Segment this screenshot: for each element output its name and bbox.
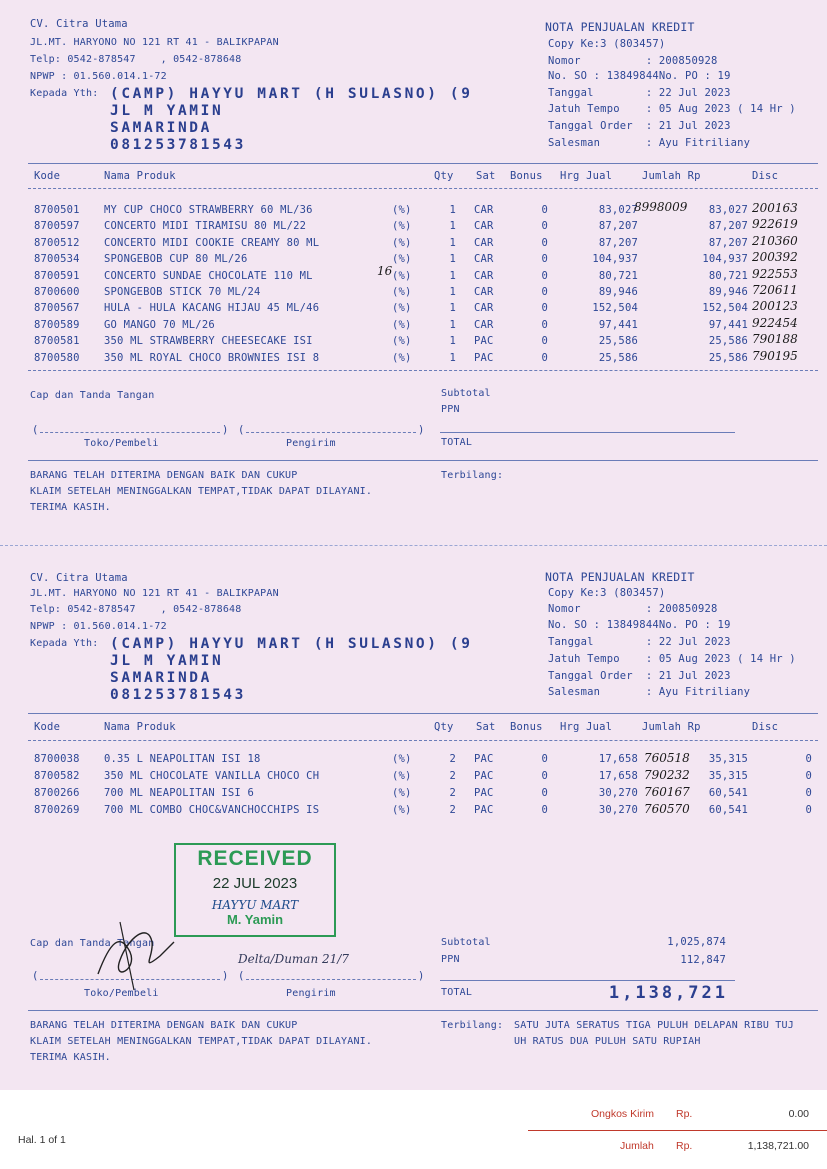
- item-bonus: 0: [541, 302, 548, 315]
- toko-label: Toko/Pembeli: [84, 438, 159, 449]
- item-code: 8700501: [34, 204, 80, 216]
- item-disc: 0: [805, 753, 812, 765]
- handwritten-code: 760518: [644, 751, 690, 765]
- doc-title-2: NOTA PENJUALAN KREDIT: [545, 570, 695, 584]
- item-amount: 89,946: [708, 286, 748, 298]
- col-hrg-2: Hrg Jual: [560, 721, 613, 733]
- paren-right-2: ): [418, 424, 425, 436]
- col-jumlah: Jumlah Rp: [642, 170, 701, 182]
- item-pct: (%): [392, 302, 412, 315]
- item-code: 8700038: [34, 753, 80, 765]
- item-bonus: 0: [541, 220, 548, 233]
- table-row: [28, 217, 818, 236]
- item-amount: 97,441: [708, 318, 748, 331]
- ppn-label: PPN: [441, 404, 460, 415]
- jatuh-tempo-2: Jatuh Tempo : 05 Aug 2023 ( 14 Hr ): [548, 653, 796, 665]
- ppn-label-2: PPN: [441, 954, 460, 965]
- item-price: 25,586: [598, 351, 638, 364]
- item-pct: (%): [392, 770, 412, 782]
- company-address: JL.MT. HARYONO NO 121 RT 41 - BALIKPAPAN: [30, 37, 279, 48]
- item-amount: 60,541: [708, 787, 748, 799]
- handwritten-code: 760570: [644, 802, 690, 816]
- item-pct: (%): [392, 804, 412, 816]
- subtotal-value: 1,025,874: [667, 936, 726, 948]
- stamp-name: M. Yamin: [226, 912, 284, 927]
- handwritten-code: 200123: [752, 299, 798, 314]
- item-price: 87,207: [598, 236, 638, 249]
- item-amount: 87,207: [708, 220, 748, 233]
- cap-label-2: Cap dan Tanda Tangan: [30, 938, 155, 949]
- tanggal-order-2: Tanggal Order : 21 Jul 2023: [548, 670, 731, 682]
- so-po-2: No. SO : 13849844No. PO : 19: [548, 619, 731, 631]
- item-qty: 2: [449, 787, 456, 799]
- so-po: No. SO : 13849844No. PO : 19: [548, 70, 731, 82]
- item-name: 350 ML ROYAL CHOCO BROWNIES ISI 8: [104, 351, 320, 364]
- item-pct: (%): [392, 253, 412, 266]
- table-row: [28, 753, 818, 769]
- item-name: CONCERTO SUNDAE CHOCOLATE 110 ML: [104, 269, 313, 282]
- item-pct: (%): [392, 269, 412, 282]
- company-npwp: NPWP : 01.560.014.1-72: [30, 71, 167, 82]
- item-pct: (%): [392, 236, 412, 249]
- footer2-line-3: TERIMA KASIH.: [30, 1052, 111, 1063]
- col-sat: Sat: [476, 170, 496, 182]
- item-qty: 1: [449, 220, 456, 233]
- kepada-label-2: Kepada Yth:: [30, 638, 99, 649]
- item-qty: 1: [449, 286, 456, 298]
- footer-line-3: TERIMA KASIH.: [30, 502, 111, 513]
- item-unit: PAC: [474, 770, 494, 782]
- jumlah-label: Jumlah: [620, 1140, 654, 1152]
- page-fold-line: [0, 545, 827, 547]
- footer-line-1: BARANG TELAH DITERIMA DENGAN BAIK DAN CUKUP: [30, 470, 298, 481]
- item-bonus: 0: [541, 351, 548, 364]
- total-label: TOTAL: [441, 437, 473, 448]
- customer2-line-4: 081253781543: [110, 687, 246, 703]
- item-bonus: 0: [541, 318, 548, 331]
- customer2-line-2: JL M YAMIN: [110, 653, 224, 669]
- nomor-2: Nomor : 200850928: [548, 603, 718, 615]
- copy-no: Copy Ke:3 (803457): [548, 38, 666, 50]
- item-price: 83,027: [598, 204, 638, 216]
- table-row: [28, 200, 818, 220]
- handwritten-code: 760167: [644, 785, 690, 799]
- handwritten-code: 790232: [644, 768, 690, 782]
- item-bonus: 0: [541, 804, 548, 816]
- col-qty-2: Qty: [434, 721, 454, 733]
- item-qty: 1: [449, 318, 456, 331]
- item-code: 8700582: [34, 770, 80, 782]
- item-pct: (%): [392, 351, 412, 364]
- subtotal-label-2: Subtotal: [441, 937, 491, 948]
- item-price: 25,586: [598, 335, 638, 348]
- item-name: SPONGEBOB CUP 80 ML/26: [104, 253, 248, 266]
- item-qty: 1: [449, 269, 456, 282]
- company-name-2: CV. Citra Utama: [30, 572, 128, 584]
- col-disc: Disc: [752, 170, 779, 182]
- item-bonus: 0: [541, 253, 548, 266]
- col-bonus: Bonus: [510, 170, 543, 182]
- customer-line-3: SAMARINDA: [110, 120, 212, 136]
- item-unit: PAC: [474, 351, 494, 364]
- item-qty: 1: [449, 253, 456, 266]
- handwritten-note: Delta/Duman 21/7: [238, 952, 349, 966]
- ongkos-label: Ongkos Kirim: [591, 1108, 655, 1120]
- item-qty: 1: [449, 204, 456, 216]
- item-pct: (%): [392, 286, 412, 298]
- tanggal-2: Tanggal : 22 Jul 2023: [548, 636, 731, 648]
- handwritten-code: 210360: [752, 233, 798, 248]
- paren-left-2: (: [238, 424, 245, 436]
- item-code: 8700581: [34, 335, 80, 348]
- total-label-2: TOTAL: [441, 987, 473, 998]
- item-amount: 35,315: [708, 770, 748, 782]
- item-amount: 80,721: [708, 269, 748, 282]
- item-amount: 60,541: [708, 804, 748, 816]
- item-pct: (%): [392, 318, 412, 331]
- stamp-store: HAYYU MART: [211, 898, 299, 912]
- pengirim-label: Pengirim: [286, 438, 336, 449]
- bottom-summary-strip: [0, 1090, 827, 1169]
- item-code: 8700580: [34, 351, 80, 364]
- item-pct: (%): [392, 753, 412, 765]
- customer-line-4: 081253781543: [110, 137, 246, 153]
- company-phone-2: Telp: 0542-878547 , 0542-878648: [30, 604, 242, 615]
- item-code: 8700534: [34, 253, 80, 266]
- table-row: [28, 250, 818, 269]
- company-npwp-2: NPWP : 01.560.014.1-72: [30, 621, 167, 632]
- table-row: [28, 770, 818, 786]
- item-bonus: 0: [541, 286, 548, 298]
- item-pct: (%): [392, 220, 412, 233]
- handwritten-code-extra: 8998009: [634, 200, 688, 214]
- item-code: 8700597: [34, 220, 80, 233]
- signature: [90, 912, 180, 992]
- kepada-label: Kepada Yth:: [30, 88, 99, 99]
- received-stamp: [174, 843, 336, 937]
- item-pct: (%): [392, 204, 412, 216]
- item-amount: 25,586: [708, 351, 748, 364]
- table-row: [28, 348, 818, 368]
- item-name: HULA - HULA KACANG HIJAU 45 ML/46: [104, 302, 320, 315]
- table-row: [28, 299, 818, 318]
- item-qty: 2: [449, 753, 456, 765]
- item-code: 8700591: [34, 269, 80, 282]
- item-price: 89,946: [598, 286, 638, 298]
- item-price: 87,207: [598, 220, 638, 233]
- handwritten-code: 200163: [752, 201, 798, 215]
- tanggal-order: Tanggal Order : 21 Jul 2023: [548, 120, 731, 132]
- col-disc-2: Disc: [752, 721, 779, 733]
- paren-right-4: ): [418, 970, 425, 982]
- table-row: [28, 787, 818, 803]
- terbilang-line-1: SATU JUTA SERATUS TIGA PULUH DELAPAN RIBU TUJ: [514, 1020, 794, 1031]
- handwritten-code: 790195: [752, 348, 798, 363]
- item-amount: 35,315: [708, 753, 748, 765]
- item-price: 152,504: [592, 302, 638, 315]
- terbilang-label-2: Terbilang:: [441, 1020, 504, 1031]
- table-row: [28, 266, 818, 286]
- item-name: SPONGEBOB STICK 70 ML/24: [104, 286, 261, 298]
- cap-label: Cap dan Tanda Tangan: [30, 390, 155, 401]
- item-disc: 0: [805, 787, 812, 799]
- item-unit: CAR: [474, 253, 494, 266]
- item-price: 97,441: [598, 318, 638, 331]
- item-bonus: 0: [541, 269, 548, 282]
- item-code: 8700567: [34, 302, 80, 315]
- item-qty: 1: [449, 351, 456, 364]
- table-header-2: [28, 721, 818, 737]
- terbilang-line-2: UH RATUS DUA PULUH SATU RUPIAH: [514, 1036, 701, 1047]
- handwritten-code: 200392: [752, 250, 798, 265]
- item-name: 700 ML NEAPOLITAN ISI 6: [104, 787, 254, 799]
- item-price: 17,658: [598, 770, 638, 782]
- handwritten-code: 720611: [752, 283, 798, 297]
- company-phone: Telp: 0542-878547 , 0542-878648: [30, 54, 242, 65]
- col-kode: Kode: [34, 170, 61, 182]
- company-address-2: JL.MT. HARYONO NO 121 RT 41 - BALIKPAPAN: [30, 588, 279, 599]
- jumlah-value: 1,138,721.00: [747, 1140, 809, 1152]
- item-unit: CAR: [474, 204, 494, 216]
- item-bonus: 0: [541, 335, 548, 348]
- salesman-2: Salesman : Ayu Fitriliany: [548, 686, 751, 698]
- item-price: 30,270: [598, 804, 638, 816]
- terbilang-label: Terbilang:: [441, 470, 504, 481]
- item-qty: 2: [449, 804, 456, 816]
- item-bonus: 0: [541, 787, 548, 799]
- item-code: 8700269: [34, 804, 80, 816]
- item-unit: CAR: [474, 220, 494, 233]
- paren-left-4: (: [238, 970, 245, 982]
- item-unit: CAR: [474, 302, 494, 315]
- item-name: 0.35 L NEAPOLITAN ISI 18: [104, 753, 261, 765]
- item-name: CONCERTO MIDI COOKIE CREAMY 80 ML: [104, 236, 320, 249]
- item-code: 8700512: [34, 236, 80, 249]
- col-jumlah-2: Jumlah Rp: [642, 721, 701, 733]
- item-code: 8700589: [34, 318, 80, 331]
- col-sat-2: Sat: [476, 721, 496, 733]
- item-unit: PAC: [474, 335, 494, 348]
- handwritten-code: 922619: [752, 217, 798, 232]
- item-unit: CAR: [474, 318, 494, 331]
- item-disc: 0: [805, 770, 812, 782]
- company-name: CV. Citra Utama: [30, 18, 128, 30]
- customer-line-1: (CAMP) HAYYU MART (H SULASNO) (9: [110, 86, 473, 102]
- table-header: [28, 170, 818, 186]
- handwritten-code: 922553: [752, 266, 798, 281]
- item-unit: PAC: [474, 753, 494, 765]
- item-price: 80,721: [598, 269, 638, 282]
- item-bonus: 0: [541, 770, 548, 782]
- copy-no-2: Copy Ke:3 (803457): [548, 587, 666, 599]
- item-price: 104,937: [592, 253, 638, 266]
- item-qty: 1: [449, 335, 456, 348]
- item-code: 8700600: [34, 286, 80, 298]
- jatuh-tempo: Jatuh Tempo : 05 Aug 2023 ( 14 Hr ): [548, 103, 796, 115]
- table-row: [28, 233, 818, 253]
- item-name: 350 ML CHOCOLATE VANILLA CHOCO CH: [104, 770, 320, 782]
- item-price: 17,658: [598, 753, 638, 765]
- handwritten-code: 790188: [752, 332, 798, 347]
- item-amount: 25,586: [708, 335, 748, 348]
- item-qty: 1: [449, 302, 456, 315]
- item-unit: CAR: [474, 286, 494, 298]
- nomor: Nomor : 200850928: [548, 55, 718, 67]
- page-indicator: Hal. 1 of 1: [18, 1134, 66, 1146]
- col-kode-2: Kode: [34, 721, 61, 733]
- paren-right: ): [222, 424, 229, 436]
- item-pct: (%): [392, 787, 412, 799]
- ongkos-value: 0.00: [788, 1108, 809, 1120]
- table-row: [28, 283, 818, 302]
- item-unit: PAC: [474, 787, 494, 799]
- customer2-line-3: SAMARINDA: [110, 670, 212, 686]
- jumlah-currency: Rp.: [676, 1140, 693, 1152]
- item-bonus: 0: [541, 204, 548, 216]
- item-name: GO MANGO 70 ML/26: [104, 318, 215, 331]
- stamp-title: RECEIVED: [197, 847, 313, 870]
- hand-mark: 16: [377, 264, 393, 278]
- item-qty: 1: [449, 236, 456, 249]
- handwritten-code: 922454: [752, 315, 798, 330]
- tanggal: Tanggal : 22 Jul 2023: [548, 87, 731, 99]
- pengirim-label-2: Pengirim: [286, 988, 336, 999]
- ongkos-currency: Rp.: [676, 1108, 693, 1120]
- col-nama-2: Nama Produk: [104, 721, 176, 733]
- total-value: 1,138,721: [608, 983, 728, 1003]
- item-amount: 83,027: [708, 204, 748, 216]
- table-row: [28, 332, 818, 351]
- customer-line-2: JL M YAMIN: [110, 103, 224, 119]
- subtotal-label: Subtotal: [441, 388, 491, 399]
- item-unit: PAC: [474, 804, 494, 816]
- footer2-line-1: BARANG TELAH DITERIMA DENGAN BAIK DAN CUKUP: [30, 1020, 298, 1031]
- item-name: 700 ML COMBO CHOC&VANCHOCCHIPS IS: [104, 804, 320, 816]
- item-amount: 87,207: [708, 236, 748, 249]
- col-nama: Nama Produk: [104, 170, 176, 182]
- item-amount: 104,937: [702, 253, 748, 266]
- item-price: 30,270: [598, 787, 638, 799]
- item-name: MY CUP CHOCO STRAWBERRY 60 ML/36: [104, 204, 313, 216]
- stamp-date: 22 JUL 2023: [212, 875, 298, 892]
- paren-left-3: (: [32, 970, 39, 982]
- doc-title: NOTA PENJUALAN KREDIT: [545, 20, 695, 34]
- item-unit: CAR: [474, 236, 494, 249]
- paren-right-3: ): [222, 970, 229, 982]
- item-disc: 0: [805, 804, 812, 816]
- ppn-value: 112,847: [680, 954, 726, 966]
- table-row: [28, 315, 818, 335]
- paren-left: (: [32, 424, 39, 436]
- footer-line-2: KLAIM SETELAH MENINGGALKAN TEMPAT,TIDAK DAPAT DILAYANI.: [30, 486, 373, 497]
- footer2-line-2: KLAIM SETELAH MENINGGALKAN TEMPAT,TIDAK DAPAT DILAYANI.: [30, 1036, 373, 1047]
- item-unit: CAR: [474, 269, 494, 282]
- item-pct: (%): [392, 335, 412, 348]
- col-bonus-2: Bonus: [510, 721, 543, 733]
- item-name: 350 ML STRAWBERRY CHEESECAKE ISI: [104, 335, 313, 348]
- item-qty: 2: [449, 770, 456, 782]
- item-bonus: 0: [541, 236, 548, 249]
- toko-label-2: Toko/Pembeli: [84, 988, 159, 999]
- table-row: [28, 804, 818, 820]
- col-hrg: Hrg Jual: [560, 170, 613, 182]
- item-name: CONCERTO MIDI TIRAMISU 80 ML/22: [104, 220, 307, 233]
- col-qty: Qty: [434, 170, 454, 182]
- item-amount: 152,504: [702, 302, 748, 315]
- item-code: 8700266: [34, 787, 80, 799]
- item-bonus: 0: [541, 753, 548, 765]
- salesman: Salesman : Ayu Fitriliany: [548, 137, 751, 149]
- customer2-line-1: (CAMP) HAYYU MART (H SULASNO) (9: [110, 636, 473, 652]
